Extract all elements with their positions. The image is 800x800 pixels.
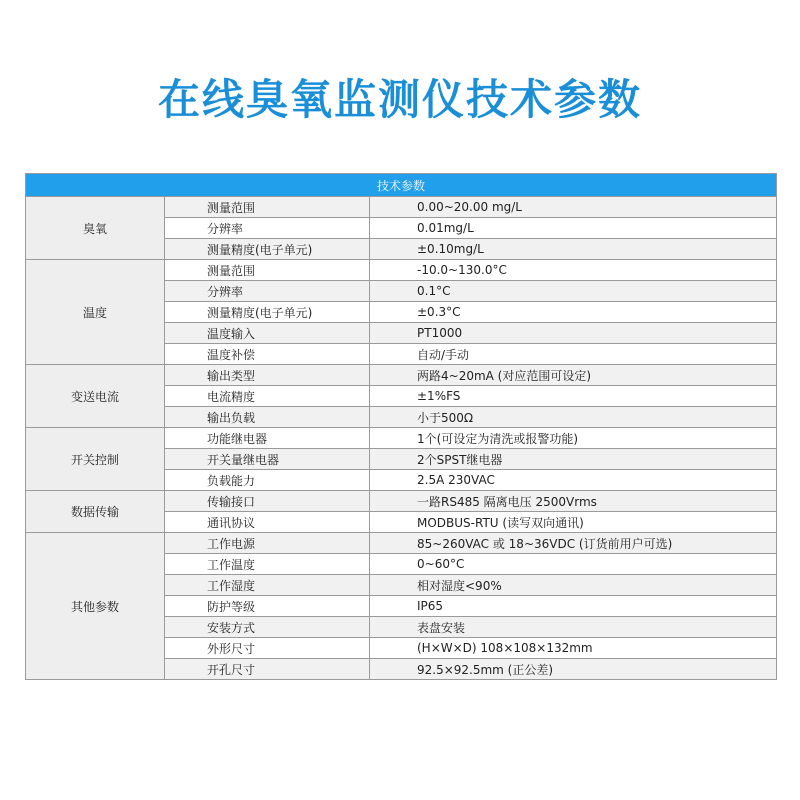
param-cell: 分辨率 [165,218,370,239]
value-cell: ±0.3°C [370,302,777,323]
value-cell: 一路RS485 隔离电压 2500Vrms [370,491,777,512]
value-cell: 85~260VAC 或 18~36VDC (订货前用户可选) [370,533,777,554]
value-cell: 2个SPST继电器 [370,449,777,470]
table-row [26,197,777,218]
category-cell: 臭氧 [26,197,165,260]
param-cell: 开关量继电器 [165,449,370,470]
value-cell: PT1000 [370,323,777,344]
value-cell: 0~60°C [370,554,777,575]
value-cell: 表盘安装 [370,617,777,638]
param-cell: 温度输入 [165,323,370,344]
param-cell: 开孔尺寸 [165,659,370,680]
param-cell: 测量范围 [165,197,370,218]
param-cell: 测量精度(电子单元) [165,239,370,260]
table-header-row [26,174,777,197]
param-cell: 负载能力 [165,470,370,491]
param-cell: 输出类型 [165,365,370,386]
value-cell: -10.0~130.0°C [370,260,777,281]
category-cell: 其他参数 [26,533,165,680]
param-cell: 外形尺寸 [165,638,370,659]
category-cell: 开关控制 [26,428,165,491]
param-cell: 温度补偿 [165,344,370,365]
category-cell: 变送电流 [26,365,165,428]
spec-table [25,173,777,680]
table-header: 技术参数 [26,174,777,197]
param-cell: 分辨率 [165,281,370,302]
value-cell: 1个(可设定为清洗或报警功能) [370,428,777,449]
param-cell: 工作电源 [165,533,370,554]
category-cell: 温度 [26,260,165,365]
param-cell: 电流精度 [165,386,370,407]
value-cell: (H×W×D) 108×108×132mm [370,638,777,659]
value-cell: MODBUS-RTU (读写双向通讯) [370,512,777,533]
param-cell: 安装方式 [165,617,370,638]
param-cell: 通讯协议 [165,512,370,533]
value-cell: 相对湿度<90% [370,575,777,596]
value-cell: 小于500Ω [370,407,777,428]
param-cell: 工作温度 [165,554,370,575]
param-cell: 功能继电器 [165,428,370,449]
table-row [26,365,777,386]
param-cell: 测量范围 [165,260,370,281]
value-cell: 2.5A 230VAC [370,470,777,491]
category-cell: 数据传输 [26,491,165,533]
param-cell: 输出负载 [165,407,370,428]
value-cell: IP65 [370,596,777,617]
page-title: 在线臭氧监测仪技术参数 [157,75,642,124]
value-cell: 0.01mg/L [370,218,777,239]
param-cell: 防护等级 [165,596,370,617]
table-row [26,533,777,554]
param-cell: 测量精度(电子单元) [165,302,370,323]
value-cell: 自动/手动 [370,344,777,365]
table-row [26,491,777,512]
value-cell: 0.00~20.00 mg/L [370,197,777,218]
table-body [26,197,777,680]
param-cell: 传输接口 [165,491,370,512]
value-cell: 92.5×92.5mm (正公差) [370,659,777,680]
value-cell: 0.1°C [370,281,777,302]
value-cell: ±0.10mg/L [370,239,777,260]
param-cell: 工作湿度 [165,575,370,596]
value-cell: ±1%FS [370,386,777,407]
table-row [26,428,777,449]
table-row [26,260,777,281]
value-cell: 两路4~20mA (对应范围可设定) [370,365,777,386]
